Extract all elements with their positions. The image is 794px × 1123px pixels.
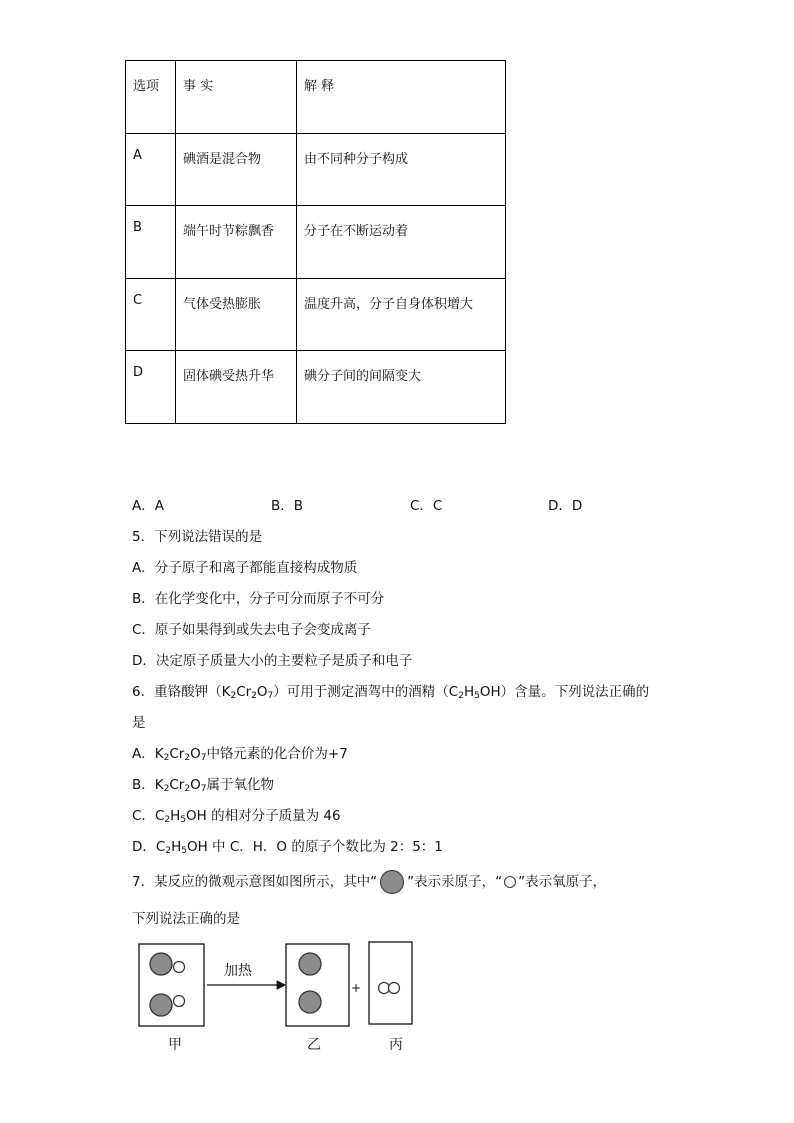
table-cell: 气体受热膨胀 bbox=[176, 278, 297, 351]
mercury-atom-icon bbox=[299, 991, 321, 1013]
plus-sign: + bbox=[351, 981, 362, 995]
formula-c2h5oh: $C_2H_5OH$ bbox=[448, 684, 501, 701]
formula-k2cr2o7: $K_2Cr_2O_7$ bbox=[221, 684, 274, 701]
q5-option-b: B．在化学变化中，分子可分而原子不可分 bbox=[132, 591, 385, 607]
table-cell: 端午时节粽飘香 bbox=[176, 206, 297, 279]
table-header-cell: 事 实 bbox=[176, 61, 297, 134]
table-cell: 碘酒是混合物 bbox=[176, 133, 297, 206]
q6-option-c: C．$C_2H_5OH$ 的相对分子质量为 46 bbox=[132, 808, 341, 825]
oxygen-atom-icon bbox=[379, 983, 390, 994]
arrow-label: 加热 bbox=[224, 963, 252, 979]
oxygen-atom-icon bbox=[389, 983, 400, 994]
table-row bbox=[126, 351, 506, 424]
q5-option-a: A．分子原子和离子都能直接构成物质 bbox=[132, 560, 358, 576]
oxygen-atom-icon bbox=[174, 996, 185, 1007]
table-row bbox=[126, 133, 506, 206]
table-cell: 固体碘受热升华 bbox=[176, 351, 297, 424]
label-jia: 甲 bbox=[168, 1037, 182, 1053]
table-header-cell: 选项 bbox=[126, 61, 176, 134]
table-header-row bbox=[126, 61, 506, 134]
q5-option-c: C．原子如果得到或失去电子会变成离子 bbox=[132, 622, 371, 638]
oxygen-atom-icon bbox=[174, 962, 185, 973]
table-cell: B bbox=[126, 206, 176, 279]
mercury-atom-icon bbox=[150, 953, 172, 975]
q6-option-a: A．$K_2Cr_2O_7$中铬元素的化合价为+7 bbox=[132, 746, 348, 763]
q6-stem: 6．重铬酸钾$(K_2Cr_2O_7)$可用于测定酒驾中的酒精$(C_2H_5OH)$含量。下列说法正确的 bbox=[132, 684, 650, 701]
q4-option-c: C．C bbox=[410, 498, 443, 514]
table-cell: A bbox=[126, 133, 176, 206]
table-cell: 温度升高，分子自身体积增大 bbox=[297, 278, 506, 351]
oxygen-atom-icon bbox=[504, 876, 516, 888]
box-bing bbox=[369, 942, 412, 1024]
table-row bbox=[126, 206, 506, 279]
table-cell: 由不同种分子构成 bbox=[297, 133, 506, 206]
q7-stem-line2: 下列说法正确的是 bbox=[132, 911, 240, 927]
facts-table bbox=[125, 60, 506, 424]
q4-option-d: D．D bbox=[548, 498, 583, 514]
q6-stem-line2: 是 bbox=[132, 715, 146, 731]
mercury-atom-icon bbox=[380, 870, 404, 894]
table-cell: 碘分子间的间隔变大 bbox=[297, 351, 506, 424]
q4-option-b: B．B bbox=[271, 498, 304, 514]
q5-option-d: D．决定原子质量大小的主要粒子是质子和电子 bbox=[132, 653, 413, 669]
reaction-diagram bbox=[135, 938, 425, 1063]
mercury-atom-icon bbox=[299, 953, 321, 975]
mercury-atom-icon bbox=[150, 994, 172, 1016]
q6-option-d: D．$C_2H_5OH$ 中 C．H．O 的原子个数比为 2：5：1 bbox=[132, 839, 443, 856]
box-jia bbox=[139, 944, 204, 1026]
label-bing: 丙 bbox=[389, 1037, 403, 1053]
table-cell: C bbox=[126, 278, 176, 351]
q4-option-a: A．A bbox=[132, 498, 164, 514]
table-cell: D bbox=[126, 351, 176, 424]
table-header-cell: 解 释 bbox=[297, 61, 506, 134]
q5-stem: 5．下列说法错误的是 bbox=[132, 529, 263, 545]
label-yi: 乙 bbox=[307, 1037, 321, 1053]
table-cell: 分子在不断运动着 bbox=[297, 206, 506, 279]
q6-option-b: B．$K_2Cr_2O_7$属于氧化物 bbox=[132, 777, 274, 794]
table-row bbox=[126, 278, 506, 351]
q7-stem: 7．某反应的微观示意图如图所示，其中“ ”表示汞原子，“ ”表示氧原子， bbox=[132, 870, 606, 894]
